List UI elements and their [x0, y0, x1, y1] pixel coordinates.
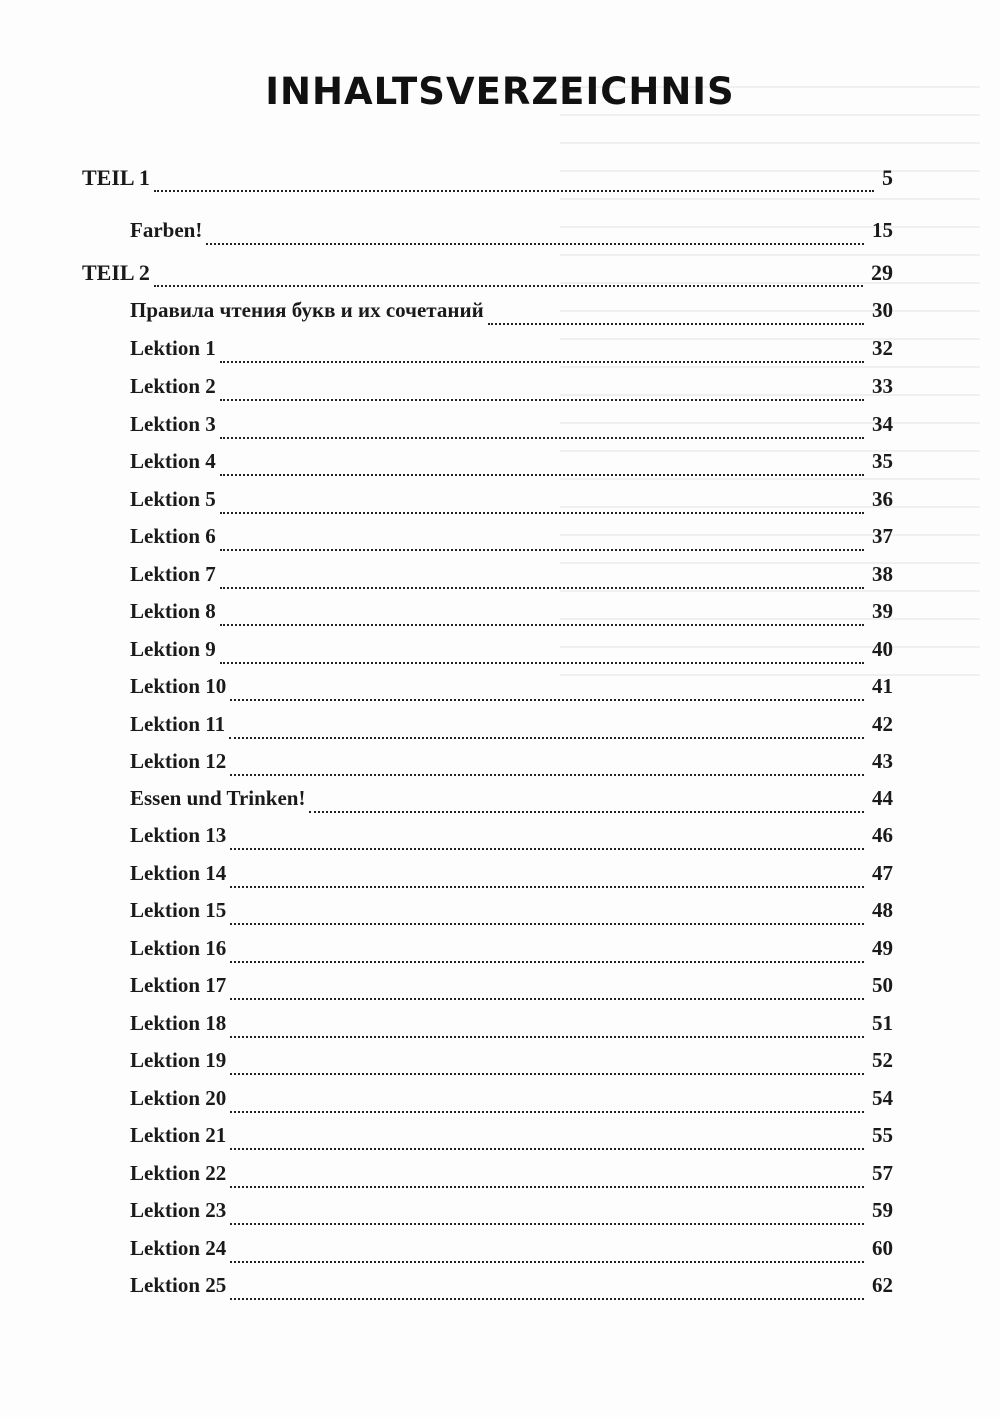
dot-leader — [220, 662, 864, 664]
toc-entry-row — [130, 336, 893, 368]
toc-label: Lektion 14 — [130, 861, 227, 885]
toc-label: Lektion 12 — [130, 749, 227, 773]
toc-page-number: 46 — [872, 823, 893, 847]
toc-label: Lektion 6 — [130, 524, 216, 548]
toc-entry-row — [130, 712, 893, 744]
dot-leader — [220, 549, 864, 551]
page-title: INHALTSVERZEICHNIS — [265, 70, 735, 113]
toc-label: Lektion 25 — [130, 1273, 227, 1297]
toc-entry-row — [130, 749, 893, 781]
toc-entry-row — [130, 973, 893, 1005]
toc-page-number: 57 — [872, 1161, 893, 1185]
toc-page-number: 62 — [872, 1273, 893, 1297]
dot-leader — [230, 774, 864, 776]
dot-leader — [230, 1186, 864, 1188]
toc-entry-row — [130, 298, 893, 330]
dot-leader — [309, 811, 864, 813]
toc-entry-row — [130, 449, 893, 481]
toc-entry-row — [130, 1086, 893, 1118]
toc-label: Lektion 1 — [130, 336, 216, 360]
toc-page-number: 51 — [872, 1011, 893, 1035]
toc-entry-row — [130, 1198, 893, 1230]
toc-page-number: 42 — [872, 712, 893, 736]
toc-label: Lektion 11 — [130, 712, 226, 736]
toc-entry-row — [130, 786, 893, 818]
toc-label: Lektion 3 — [130, 412, 216, 436]
toc-entry-row — [130, 1161, 893, 1193]
dot-leader — [230, 1148, 864, 1150]
toc-entry-row — [130, 1048, 893, 1080]
toc-page-number: 37 — [872, 524, 893, 548]
toc-label: Lektion 13 — [130, 823, 227, 847]
toc-page-number: 60 — [872, 1236, 893, 1260]
dot-leader — [220, 437, 864, 439]
toc-label: Lektion 16 — [130, 936, 227, 960]
toc-page-number: 43 — [872, 749, 893, 773]
dot-leader — [230, 886, 864, 888]
dot-leader — [230, 1298, 864, 1300]
toc-page-number: 35 — [872, 449, 893, 473]
toc-label: Lektion 7 — [130, 562, 216, 586]
dot-leader — [154, 285, 863, 287]
toc-label: Lektion 24 — [130, 1236, 227, 1260]
dot-leader — [488, 323, 864, 325]
dot-leader — [229, 737, 864, 739]
toc-entry-row — [130, 412, 893, 444]
toc-entry-row — [130, 936, 893, 968]
dot-leader — [230, 1111, 864, 1113]
dot-leader — [206, 243, 864, 245]
toc-page-number: 52 — [872, 1048, 893, 1072]
toc-entry-row — [130, 599, 893, 631]
toc-page-number: 38 — [872, 562, 893, 586]
toc-label: Lektion 8 — [130, 599, 216, 623]
toc-entry-row — [130, 861, 893, 893]
toc-label: Lektion 2 — [130, 374, 216, 398]
toc-entry-row — [130, 1123, 893, 1155]
toc-page-number: 48 — [872, 898, 893, 922]
dot-leader — [154, 190, 874, 192]
dot-leader — [220, 512, 864, 514]
toc-label: Lektion 15 — [130, 898, 227, 922]
toc-entry-row — [130, 218, 893, 250]
toc-page-number: 55 — [872, 1123, 893, 1147]
toc-entry-row — [130, 374, 893, 406]
dot-leader — [230, 1223, 864, 1225]
toc-entry-row — [130, 487, 893, 519]
dot-leader — [230, 923, 864, 925]
toc-entry-row — [130, 898, 893, 930]
toc-label: Lektion 10 — [130, 674, 227, 698]
toc-label: Farben! — [130, 218, 203, 242]
toc-label: Lektion 20 — [130, 1086, 227, 1110]
dot-leader — [220, 474, 864, 476]
toc-label: Lektion 21 — [130, 1123, 227, 1147]
dot-leader — [220, 587, 864, 589]
dot-leader — [230, 699, 864, 701]
toc-label: Lektion 23 — [130, 1198, 227, 1222]
toc-entry-row — [130, 637, 893, 669]
toc-page-number: 34 — [872, 412, 893, 436]
toc-label: Lektion 4 — [130, 449, 216, 473]
toc-part-row — [82, 165, 893, 197]
dot-leader — [230, 961, 864, 963]
toc-entry-row — [130, 674, 893, 706]
dot-leader — [220, 361, 864, 363]
toc-page-number: 33 — [872, 374, 893, 398]
toc-label: Lektion 18 — [130, 1011, 227, 1035]
toc-page-number: 30 — [872, 298, 893, 322]
toc-label: Lektion 5 — [130, 487, 216, 511]
toc-page-number: 5 — [882, 165, 893, 190]
toc-page-number: 36 — [872, 487, 893, 511]
toc-page-number: 50 — [872, 973, 893, 997]
toc-label: Правила чтения букв и их сочетаний — [130, 298, 484, 322]
toc-label: Essen und Trinken! — [130, 786, 306, 810]
toc-page-number: 29 — [871, 260, 893, 285]
toc-label: TEIL 2 — [82, 260, 150, 285]
toc-page-number: 47 — [872, 861, 893, 885]
toc-entry-row — [130, 524, 893, 556]
toc-page-number: 54 — [872, 1086, 893, 1110]
toc-page-number: 59 — [872, 1198, 893, 1222]
dot-leader — [230, 1073, 864, 1075]
toc-page-number: 40 — [872, 637, 893, 661]
dot-leader — [230, 848, 864, 850]
toc-entry-row — [130, 1236, 893, 1268]
toc-label: Lektion 22 — [130, 1161, 227, 1185]
toc-page-number: 32 — [872, 336, 893, 360]
toc-label: Lektion 19 — [130, 1048, 227, 1072]
dot-leader — [230, 1036, 864, 1038]
dot-leader — [230, 998, 864, 1000]
toc-page-number: 15 — [872, 218, 893, 242]
toc-entry-row — [130, 1273, 893, 1305]
toc-entry-row — [130, 823, 893, 855]
toc-label: Lektion 17 — [130, 973, 227, 997]
dot-leader — [230, 1261, 864, 1263]
toc-entry-row — [130, 1011, 893, 1043]
toc-page-number: 49 — [872, 936, 893, 960]
dot-leader — [220, 624, 864, 626]
toc-page-number: 44 — [872, 786, 893, 810]
toc-part-row — [82, 260, 893, 292]
toc-entry-row — [130, 562, 893, 594]
dot-leader — [220, 399, 864, 401]
toc-page-number: 39 — [872, 599, 893, 623]
toc-label: Lektion 9 — [130, 637, 216, 661]
toc-page-number: 41 — [872, 674, 893, 698]
toc-label: TEIL 1 — [82, 165, 150, 190]
